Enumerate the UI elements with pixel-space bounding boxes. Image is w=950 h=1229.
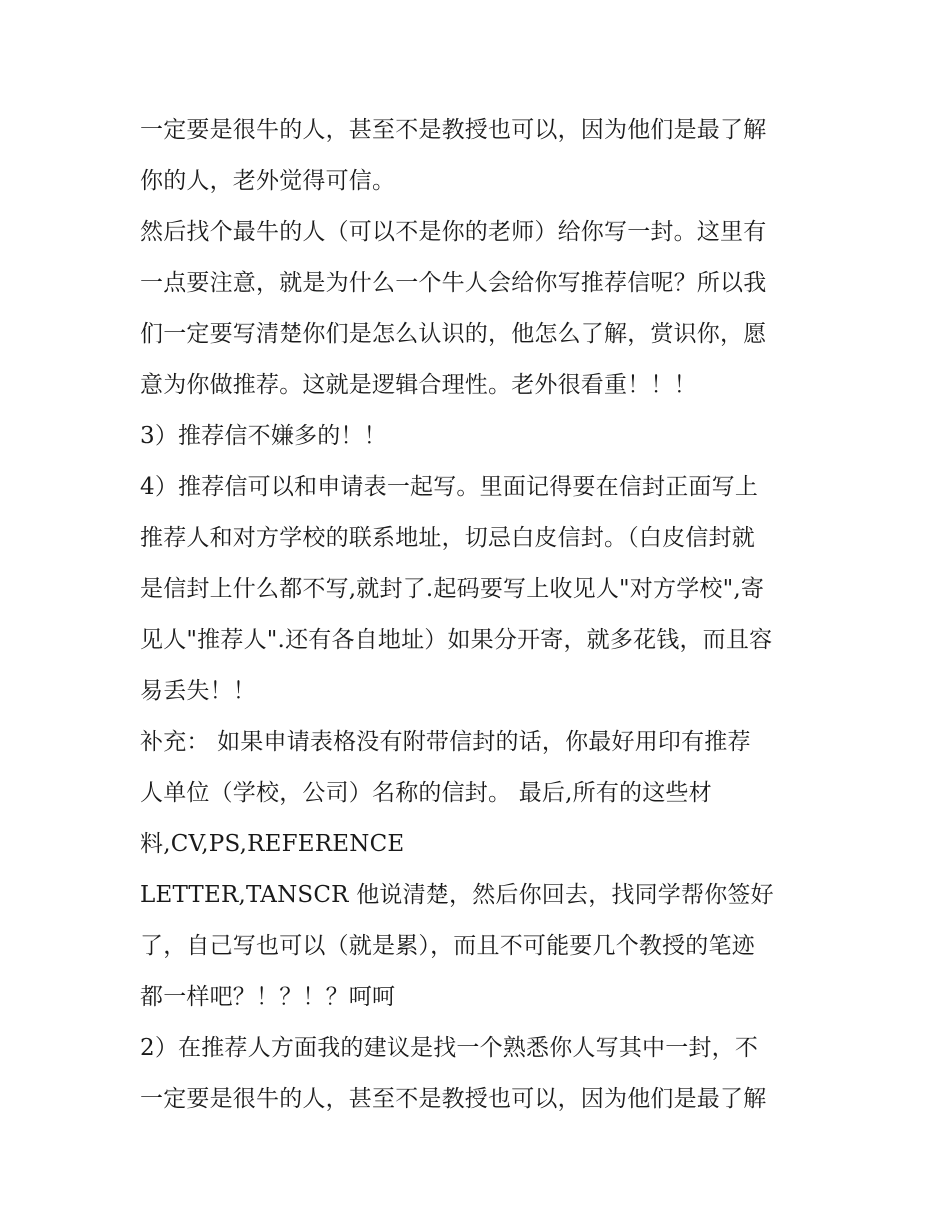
text-line-5: 们一定要写清楚你们是怎么认识的，他怎么了解，赏识你，愿 — [140, 321, 767, 347]
text-line-13: 补充： 如果申请表格没有附带信封的话，你最好用印有推荐 — [140, 729, 751, 755]
text-line-6: 意为你做推荐。这就是逻辑合理性。老外很看重！！！ — [140, 372, 697, 398]
text-line-8: 4）推荐信可以和申请表一起写。里面记得要在信封正面写上 — [140, 474, 759, 500]
text-line-4: 一点要注意，就是为什么一个牛人会给你写推荐信呢？所以我 — [140, 270, 767, 296]
text-line-15: 料,CV,PS,REFERENCE — [140, 831, 405, 857]
text-line-19: 2）在推荐人方面我的建议是找一个熟悉你人写其中一封，不 — [140, 1035, 759, 1061]
text-line-20: 一定要是很牛的人，甚至不是教授也可以，因为他们是最了解 — [140, 1086, 767, 1112]
text-line-16: LETTER,TANSCR 他说清楚，然后你回去，找同学帮你签好 — [140, 882, 774, 908]
text-line-3: 然后找个最牛的人（可以不是你的老师）给你写一封。这里有 — [140, 219, 767, 245]
document-body — [140, 105, 820, 1125]
text-line-7: 3）推荐信不嫌多的！！ — [140, 423, 387, 449]
text-line-18: 都一样吧？！？！？呵呵 — [140, 984, 396, 1010]
text-line-12: 易丢失！！ — [140, 678, 256, 704]
text-line-2: 你的人，老外觉得可信。 — [140, 168, 396, 194]
text-line-1: 一定要是很牛的人，甚至不是教授也可以，因为他们是最了解 — [140, 117, 767, 143]
text-line-14: 人单位（学校，公司）名称的信封。 最后,所有的这些材 — [140, 780, 712, 806]
text-line-10: 是信封上什么都不写,就封了.起码要写上收见人"对方学校",寄 — [140, 576, 765, 602]
text-line-11: 见人"推荐人".还有各自地址）如果分开寄，就多花钱，而且容 — [140, 627, 773, 653]
text-line-17: 了，自己写也可以（就是累），而且不可能要几个教授的笔迹 — [140, 933, 755, 959]
text-line-9: 推荐人和对方学校的联系地址，切忌白皮信封。（白皮信封就 — [140, 525, 755, 551]
